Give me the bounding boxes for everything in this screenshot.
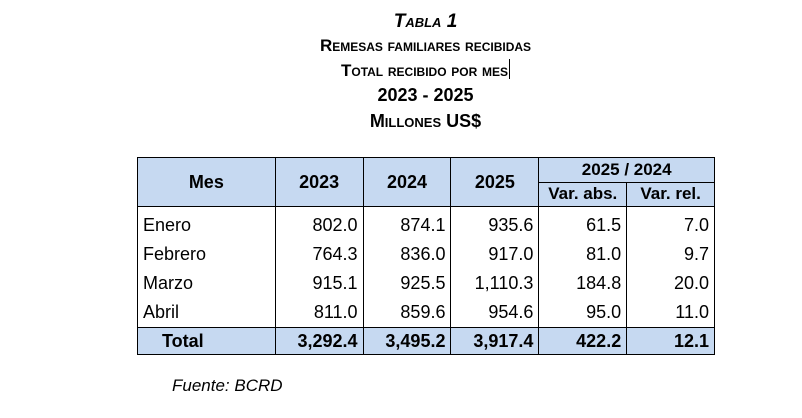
remittances-table xyxy=(137,157,715,355)
table-title: Remesas familiares recibidas xyxy=(319,36,532,55)
total-2023: 3,292.4 xyxy=(275,328,363,355)
table-subtitle-text: Total recibido por mes xyxy=(340,61,508,80)
cell-2025: 935.6 xyxy=(451,207,539,241)
header-2024: 2024 xyxy=(363,158,451,207)
table-row xyxy=(138,269,715,298)
table-units: Millones US$ xyxy=(369,111,482,131)
table-row xyxy=(138,207,715,241)
cell-2023: 764.3 xyxy=(275,240,363,269)
cell-var-rel: 11.0 xyxy=(627,298,715,328)
cell-var-abs: 95.0 xyxy=(539,298,627,328)
cell-2024: 874.1 xyxy=(363,207,451,241)
cell-2024: 859.6 xyxy=(363,298,451,328)
cell-var-rel: 20.0 xyxy=(627,269,715,298)
cell-mes: Febrero xyxy=(138,240,276,269)
table-row xyxy=(138,298,715,328)
cell-mes: Abril xyxy=(138,298,276,328)
header-2025-vs-2024: 2025 / 2024 xyxy=(539,158,715,183)
cell-2025: 1,110.3 xyxy=(451,269,539,298)
cell-var-rel: 7.0 xyxy=(627,207,715,241)
source-note: Fuente: BCRD xyxy=(172,376,283,395)
cell-2024: 925.5 xyxy=(363,269,451,298)
table-row xyxy=(138,240,715,269)
table-period: 2023 - 2025 xyxy=(377,85,474,105)
total-var-abs: 422.2 xyxy=(539,328,627,355)
cell-var-abs: 184.8 xyxy=(539,269,627,298)
cell-2023: 811.0 xyxy=(275,298,363,328)
total-2025: 3,917.4 xyxy=(451,328,539,355)
cell-2025: 954.6 xyxy=(451,298,539,328)
table-number: Tabla 1 xyxy=(393,11,458,32)
total-row xyxy=(138,328,715,355)
header-var-rel: Var. rel. xyxy=(627,182,715,207)
text-cursor xyxy=(509,59,510,79)
header-mes: Mes xyxy=(138,158,276,207)
total-label: Total xyxy=(138,328,276,355)
cell-var-rel: 9.7 xyxy=(627,240,715,269)
header-2023: 2023 xyxy=(275,158,363,207)
cell-mes: Enero xyxy=(138,207,276,241)
cell-2023: 915.1 xyxy=(275,269,363,298)
cell-2024: 836.0 xyxy=(363,240,451,269)
cell-2025: 917.0 xyxy=(451,240,539,269)
cell-2023: 802.0 xyxy=(275,207,363,241)
header-2025: 2025 xyxy=(451,158,539,207)
header-var-abs: Var. abs. xyxy=(539,182,627,207)
total-var-rel: 12.1 xyxy=(627,328,715,355)
table-subtitle xyxy=(0,58,802,83)
table-title-block xyxy=(0,10,802,134)
cell-mes: Marzo xyxy=(138,269,276,298)
total-2024: 3,495.2 xyxy=(363,328,451,355)
cell-var-abs: 81.0 xyxy=(539,240,627,269)
cell-var-abs: 61.5 xyxy=(539,207,627,241)
